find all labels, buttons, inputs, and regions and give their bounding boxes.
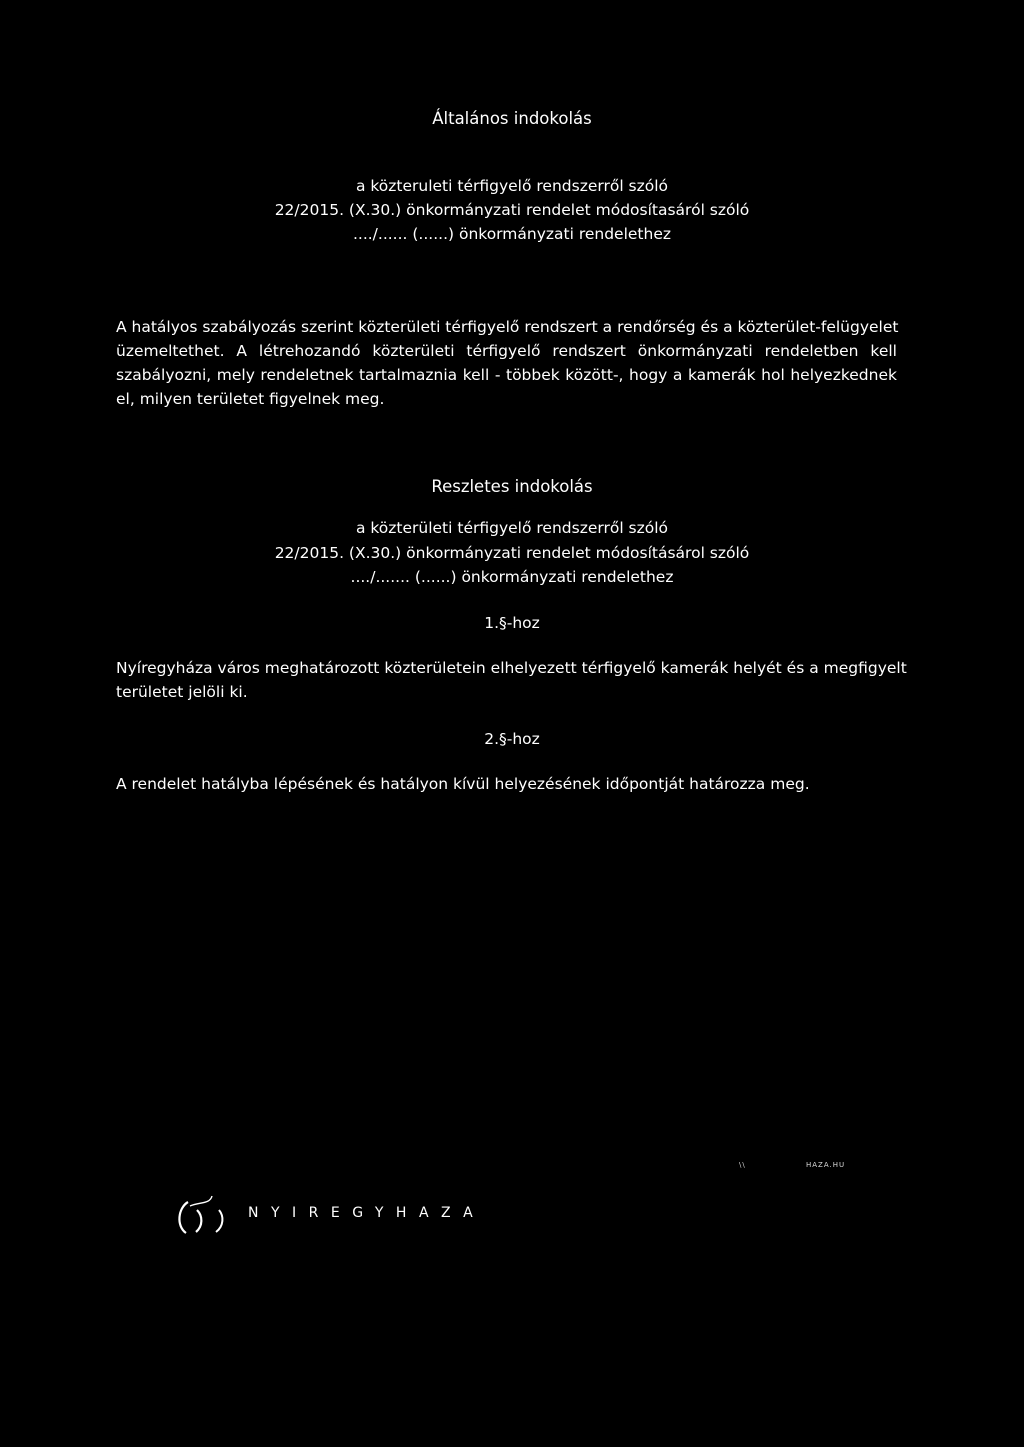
detailed-subtitle-line-2: 22/2015. (X.30.) önkormányzati rendelet módosításárol szóló bbox=[274, 544, 750, 562]
general-subtitle-line-3: ..../...... (......) önkormányzati rendelethez bbox=[352, 225, 672, 243]
general-paragraph-line-3: szabályozni, mely rendeletnek tartalmaznia kell - többek között-, hogy a kamerák hol helyezkednek bbox=[116, 366, 897, 384]
section-2-text: A rendelet hatályba lépésének és hatályon kívül helyezésének időpontját határozza meg. bbox=[116, 775, 810, 793]
section-1-line-1: Nyíregyháza város meghatározott közterületein elhelyezett térfigyelő kamerák helyét és a megfigyelt bbox=[116, 659, 907, 677]
general-paragraph-line-4: el, milyen területet figyelnek meg. bbox=[116, 390, 385, 408]
section-1-heading: 1.§-hoz bbox=[484, 614, 540, 632]
detailed-subtitle-line-3: ..../....... (......) önkormányzati rendelethez bbox=[350, 568, 674, 586]
detailed-title: Reszletes indokolás bbox=[431, 477, 593, 496]
general-title: Általános indokolás bbox=[432, 109, 592, 128]
footer-mark-right: HAZA.HU bbox=[806, 1161, 846, 1169]
section-1-line-2: területet jelöli ki. bbox=[116, 683, 248, 701]
general-subtitle-line-1: a közteruleti térfigyelő rendszerről szóló bbox=[355, 177, 669, 195]
logo-text: NYIREGYHAZA bbox=[248, 1205, 486, 1221]
general-paragraph-line-1: A hatályos szabályozás szerint közterületi térfigyelő rendszert a rendőrség és a közterület-felügyelet bbox=[116, 318, 899, 336]
general-paragraph bbox=[116, 315, 897, 411]
general-subtitle-line-2: 22/2015. (X.30.) önkormányzati rendelet módosítasáról szóló bbox=[274, 201, 750, 219]
general-paragraph-line-2: üzemeltethet. A létrehozandó közterületi térfigyelő rendszert önkormányzati rendeletben kell bbox=[116, 342, 897, 360]
footer-mark-left: \\ bbox=[739, 1161, 746, 1169]
section-2-heading: 2.§-hoz bbox=[484, 730, 540, 748]
detailed-subtitle-line-1: a közterületi térfigyelő rendszerről szóló bbox=[355, 519, 669, 537]
section-1-paragraph bbox=[116, 656, 907, 704]
